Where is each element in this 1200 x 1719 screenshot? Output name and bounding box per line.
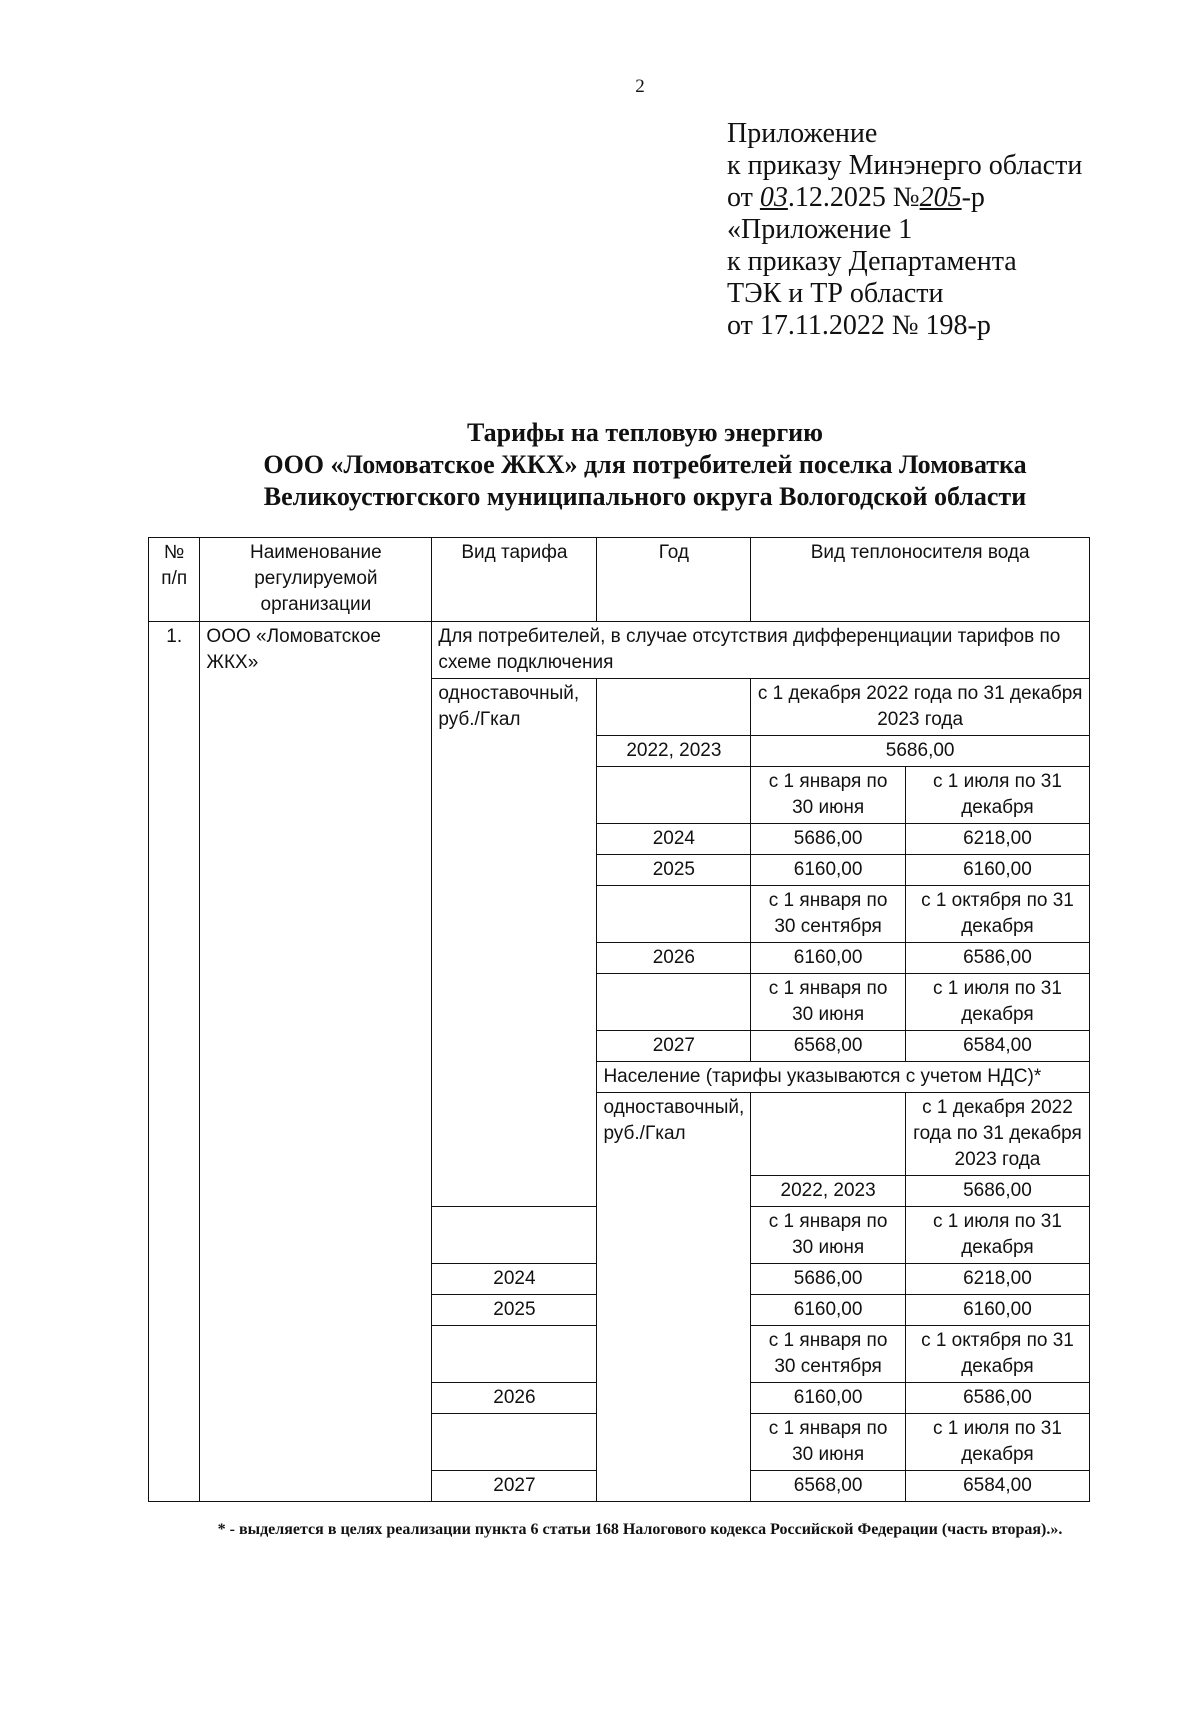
header-carrier: Вид теплоносителя вода	[751, 538, 1090, 622]
value-cell: 6586,00	[905, 1383, 1089, 1414]
period-first-half: с 1 января по 30 сентября	[751, 886, 906, 943]
period-second-half: с 1 июля по 31 декабря	[905, 974, 1089, 1031]
period-second-half: с 1 июля по 31 декабря	[905, 1207, 1089, 1264]
group-label: Население (тарифы указываются с учетом НДС)*	[597, 1062, 1090, 1093]
period-first-half: с 1 января по 30 сентября	[751, 1326, 906, 1383]
order-number: 205	[919, 182, 962, 213]
footnote: * - выделяется в целях реализации пункта 6 статьи 168 Налогового кодекса Российской Федерации (часть вторая).».	[217, 1521, 1063, 1538]
year-cell-empty	[597, 679, 751, 736]
appendix-line2: к приказу Минэнерго области	[727, 150, 1083, 181]
title-line3: Великоустюгского муниципального округа Вологодской области	[263, 482, 1027, 511]
title-line1: Тарифы на тепловую энергию	[466, 418, 824, 447]
header-year: Год	[597, 538, 751, 622]
value-cell: 5686,00	[751, 736, 1090, 767]
period-second-half: с 1 июля по 31 декабря	[905, 767, 1089, 824]
year-cell-empty	[432, 1326, 597, 1383]
tariff-type: одноставочный, руб./Гкал	[432, 679, 597, 1207]
title-line2: ООО «Ломоватское ЖКХ» для потребителей поселка Ломоватка	[263, 450, 1027, 479]
value-cell: 6160,00	[905, 1295, 1089, 1326]
period-second-half: с 1 июля по 31 декабря	[905, 1414, 1089, 1471]
page-number: 2	[635, 76, 645, 97]
appendix-date-line	[727, 182, 1082, 214]
year-cell-empty	[597, 886, 751, 943]
period-first-half: с 1 января по 30 июня	[751, 1207, 906, 1264]
document-title	[150, 417, 1140, 513]
value-cell: 6568,00	[751, 1031, 906, 1062]
period-first-half: с 1 января по 30 июня	[751, 1414, 906, 1471]
appendix-line7: от 17.11.2022 № 198-р	[727, 310, 991, 341]
year-cell: 2027	[597, 1031, 751, 1062]
period-first-half: с 1 января по 30 июня	[751, 974, 906, 1031]
year-cell-empty	[597, 767, 751, 824]
appendix-line1: Приложение	[727, 118, 878, 149]
year-cell: 2025	[597, 855, 751, 886]
period-second-half: с 1 октября по 31 декабря	[905, 886, 1089, 943]
value-cell: 6218,00	[905, 1264, 1089, 1295]
value-cell: 6160,00	[751, 855, 906, 886]
value-cell: 6584,00	[905, 1031, 1089, 1062]
year-cell: 2025	[432, 1295, 597, 1326]
year-cell: 2024	[432, 1264, 597, 1295]
date-rest: .12.2025 №	[787, 182, 920, 213]
date-prefix: от	[727, 182, 753, 213]
year-cell: 2022, 2023	[751, 1176, 906, 1207]
value-cell: 5686,00	[751, 824, 906, 855]
year-cell: 2022, 2023	[597, 736, 751, 767]
value-cell: 6584,00	[905, 1471, 1089, 1502]
period-second-half: с 1 октября по 31 декабря	[905, 1326, 1089, 1383]
value-cell: 5686,00	[751, 1264, 906, 1295]
value-cell: 6160,00	[751, 1295, 906, 1326]
table-row	[149, 622, 1090, 679]
header-num: № п/п	[149, 538, 200, 622]
year-cell: 2026	[432, 1383, 597, 1414]
appendix-line6: ТЭК и ТР области	[727, 278, 944, 309]
year-cell: 2024	[597, 824, 751, 855]
year-cell: 2027	[432, 1471, 597, 1502]
period-first-half: с 1 января по 30 июня	[751, 767, 906, 824]
value-cell: 6160,00	[751, 943, 906, 974]
appendix-block	[727, 118, 1082, 342]
value-cell: 6160,00	[751, 1383, 906, 1414]
date-day: 03	[759, 182, 788, 213]
table-header-row	[149, 538, 1090, 622]
year-cell-empty	[597, 974, 751, 1031]
value-cell: 5686,00	[905, 1176, 1089, 1207]
row-number: 1.	[149, 622, 200, 1502]
tariff-table	[148, 537, 1090, 1502]
group-label: Для потребителей, в случае отсутствия дифференциации тарифов по схеме подключения	[432, 622, 1090, 679]
value-cell: 6568,00	[751, 1471, 906, 1502]
header-tariff-type: Вид тарифа	[432, 538, 597, 622]
year-cell-empty	[432, 1207, 597, 1264]
appendix-line4: «Приложение 1	[727, 214, 913, 245]
year-cell: 2026	[597, 943, 751, 974]
order-suffix: -р	[961, 182, 985, 213]
org-name: ООО «Ломоватское ЖКХ»	[200, 622, 432, 1502]
period-2022: с 1 декабря 2022 года по 31 декабря 2023 года	[905, 1093, 1089, 1176]
value-cell: 6586,00	[905, 943, 1089, 974]
year-cell-empty	[432, 1414, 597, 1471]
appendix-line5: к приказу Департамента	[727, 246, 1017, 277]
value-cell: 6160,00	[905, 855, 1089, 886]
tariff-type: одноставочный, руб./Гкал	[597, 1093, 751, 1502]
header-org: Наименование регулируемой организации	[200, 538, 432, 622]
year-cell-empty	[751, 1093, 906, 1176]
value-cell: 6218,00	[905, 824, 1089, 855]
period-2022: с 1 декабря 2022 года по 31 декабря 2023 года	[751, 679, 1090, 736]
